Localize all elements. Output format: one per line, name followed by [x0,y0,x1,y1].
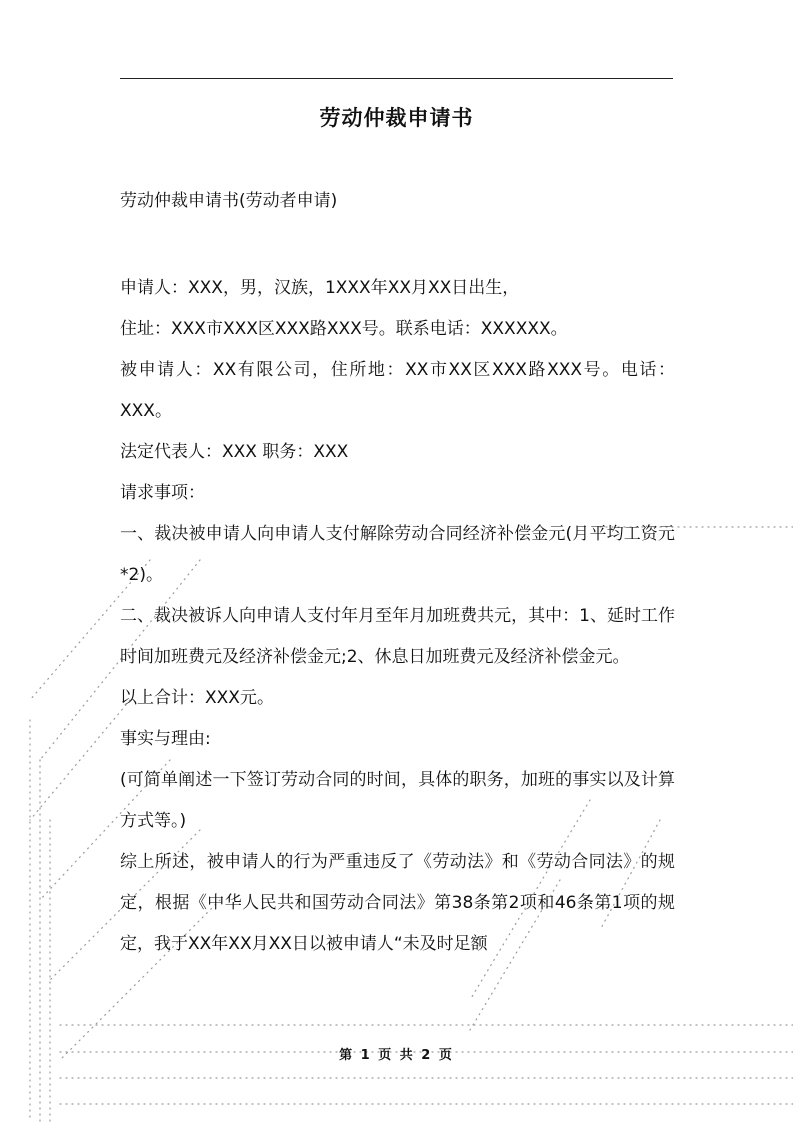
paragraph-facts-heading: 事实与理由: [120,729,211,749]
paragraph-legal-representative: 法定代表人：XXX 职务：XXX [120,442,349,462]
header-rule [120,78,673,79]
paragraph-applicant: 申请人：XXX，男，汉族，1XXX年XX月XX日出生， [120,278,520,298]
document-subtitle: 劳动仲裁申请书(劳动者申请) [120,191,338,211]
paragraph-facts-note: (可简单阐述一下签订劳动合同的时间，具体的职务，加班的事实以及计算方式等。) [120,770,675,831]
document-title: 劳动仲裁申请书 [319,106,474,130]
paragraph-total: 以上合计：XXX元。 [120,688,274,708]
paragraph-claims-heading: 请求事项： [120,483,205,503]
document-body [120,184,675,965]
paragraph-claim-1: 一、裁决被申请人向申请人支付解除劳动合同经济补偿金元(月平均工资元*2)。 [120,524,675,585]
page-footer: 第 1 页 共 2 页 [339,1048,454,1063]
paragraph-conclusion: 综上所述，被申请人的行为严重违反了《劳动法》和《劳动合同法》的规定，根据《中华人民共和国劳动合同法》第38条第2项和46条第1项的规定，我于XX年XX月XX日以被申请人“未及时足额 [120,852,675,954]
paragraph-respondent: 被申请人：XX有限公司，住所地：XX市XX区XXX路XXX号。电话：XXX。 [120,360,675,421]
paragraph-claim-2: 二、裁决被诉人向申请人支付年月至年月加班费共元，其中：1、延时工作时间加班费元及经济补偿金元;2、休息日加班费元及经济补偿金元。 [120,606,675,667]
paragraph-address: 住址：XXX市XXX区XXX路XXX号。联系电话：XXXXXX。 [120,319,568,339]
